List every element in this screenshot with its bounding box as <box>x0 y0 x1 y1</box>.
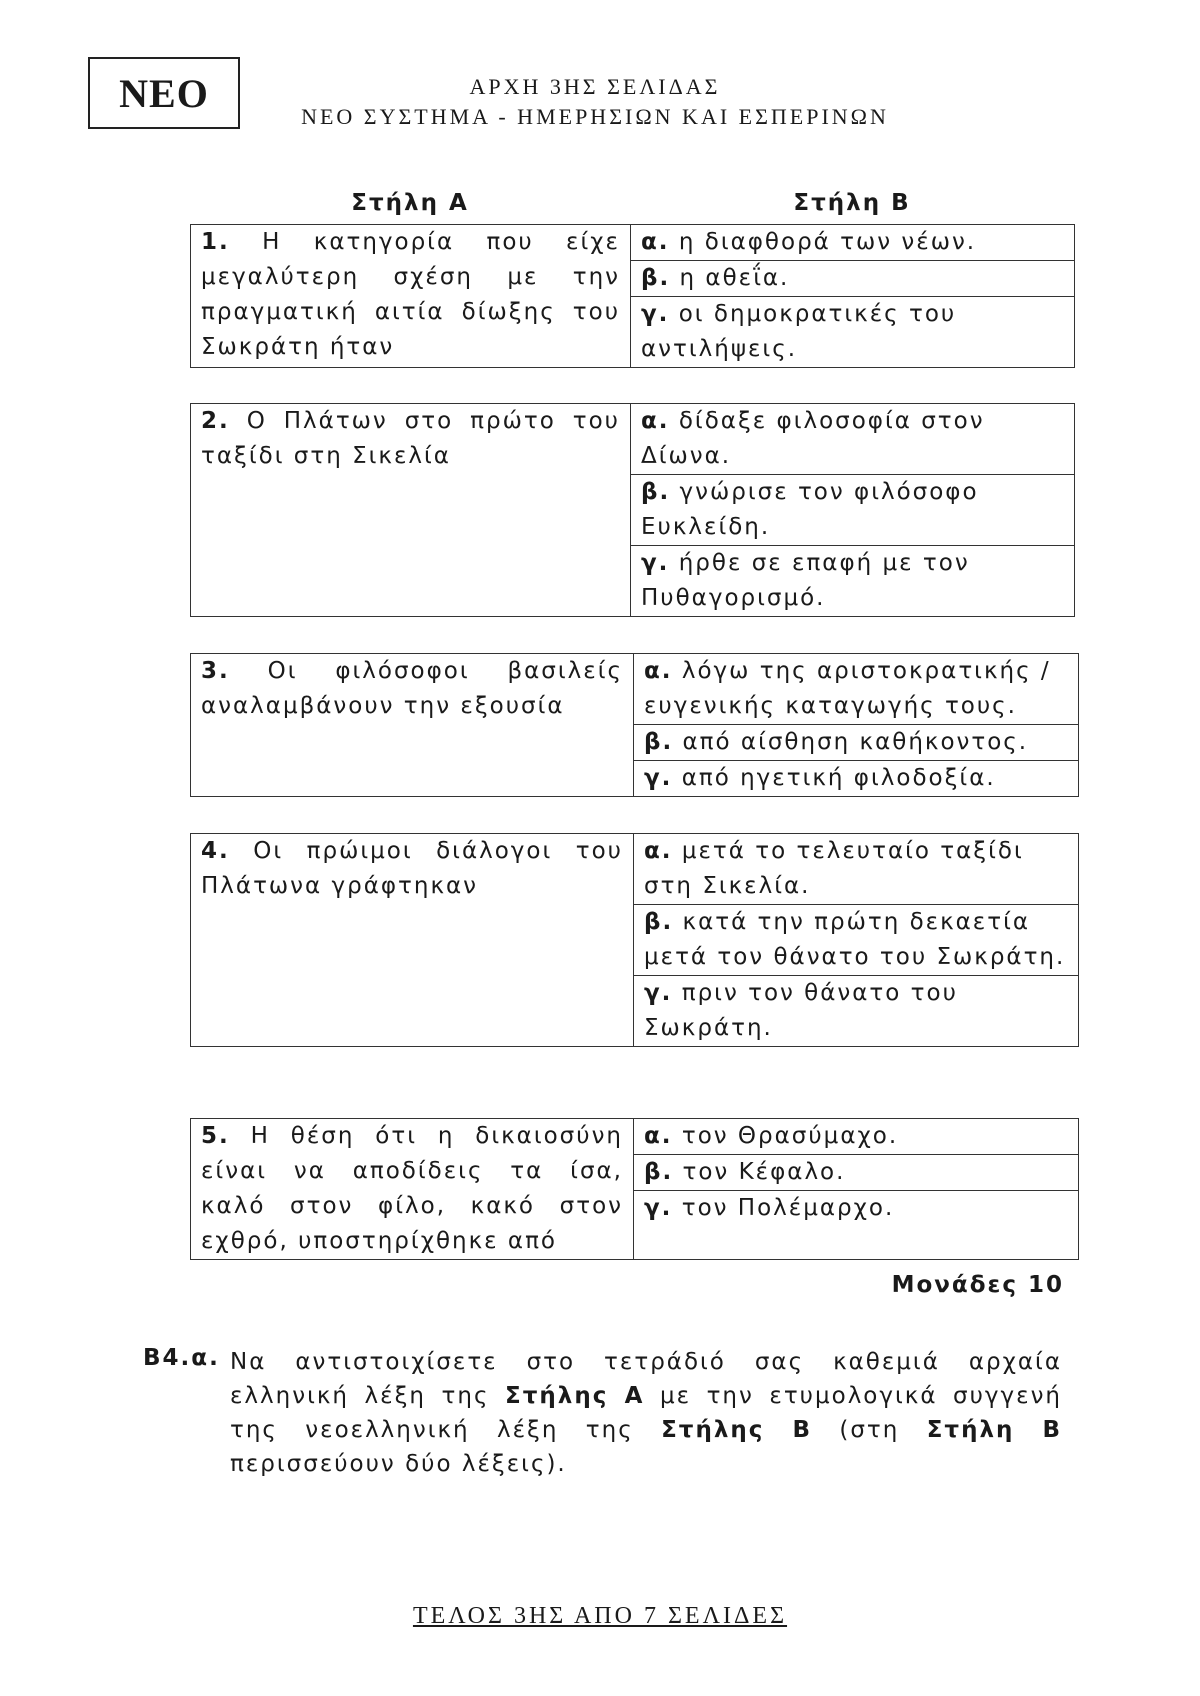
question-table-4 <box>190 833 1079 1047</box>
page-footer <box>0 1603 1200 1630</box>
question-text: Οι φιλόσοφοι βασιλείς αναλαμβάνουν την εξουσία <box>201 658 623 719</box>
option-text: λόγω της αριστοκρατικής / ευγενικής καταγωγής τους. <box>644 658 1051 719</box>
question-cell <box>191 225 631 368</box>
option-text: η διαφθορά των νέων. <box>678 229 977 255</box>
question-text: Ο Πλάτων στο πρώτο του ταξίδι στη Σικελία <box>201 408 620 469</box>
option-text: οι δημοκρατικές του αντιλήψεις. <box>641 301 957 362</box>
option-cell <box>634 1155 1079 1191</box>
option-letter: β. <box>641 265 671 291</box>
option-letter: γ. <box>644 765 673 791</box>
question-cell <box>191 834 634 1047</box>
option-text: από αίσθηση καθήκοντος. <box>682 729 1029 755</box>
option-letter: β. <box>641 479 671 505</box>
b4-bold-term: Στήλης Α <box>505 1383 645 1409</box>
question-table-1 <box>190 224 1075 368</box>
question-number: 4. <box>201 838 230 864</box>
question-text: Η θέση ότι η δικαιοσύνη είναι να αποδίδεις τα ίσα, καλό στον φίλο, κακό στον εχθρό, υποστηρίχθηκε από <box>201 1123 623 1254</box>
column-headers <box>190 190 1074 224</box>
option-text: δίδαξε φιλοσοφία στον Δίωνα. <box>641 408 985 469</box>
option-letter: γ. <box>641 550 670 576</box>
option-cell <box>631 225 1075 261</box>
option-text: ήρθε σε επαφή με τον Πυθαγορισμό. <box>641 550 970 611</box>
option-cell <box>631 297 1075 368</box>
page-header <box>270 72 920 132</box>
option-cell <box>631 546 1075 617</box>
option-cell <box>634 761 1079 797</box>
option-cell <box>631 261 1075 297</box>
question-text: Οι πρώιμοι διάλογοι του Πλάτωνα γράφτηκαν <box>201 838 623 899</box>
footer-text: ΤΕΛΟΣ 3ΗΣ ΑΠΟ 7 ΣΕΛΙΔΕΣ <box>412 1603 788 1629</box>
units-label: Μονάδες 10 <box>891 1272 1064 1298</box>
question-b4-text <box>230 1345 1062 1481</box>
question-text: Η κατηγορία που είχε μεγαλύτερη σχέση με την πραγματική αιτία δίωξης του Σωκράτη ήταν <box>201 229 620 360</box>
question-cell <box>191 1119 634 1260</box>
option-cell <box>631 475 1075 546</box>
option-cell <box>634 654 1079 725</box>
question-cell <box>191 654 634 797</box>
option-letter: β. <box>644 729 674 755</box>
header-line-2: ΝΕΟ ΣΥΣΤΗΜΑ - ΗΜΕΡΗΣΙΩΝ ΚΑΙ ΕΣΠΕΡΙΝΩΝ <box>301 104 889 129</box>
option-cell <box>634 1191 1079 1260</box>
option-letter: α. <box>644 838 673 864</box>
option-letter: α. <box>641 408 670 434</box>
question-table-2 <box>190 403 1075 617</box>
option-text: τον Κέφαλο. <box>682 1159 846 1185</box>
option-text: η αθεΐα. <box>679 265 790 291</box>
option-text: τον Πολέμαρχο. <box>681 1195 895 1221</box>
header-line-1: ΑΡΧΗ 3ΗΣ ΣΕΛΙΔΑΣ <box>469 74 721 99</box>
option-text: πριν τον θάνατο του Σωκράτη. <box>644 980 958 1041</box>
question-table-5 <box>190 1118 1079 1260</box>
option-text: γνώρισε τον φιλόσοφο Ευκλείδη. <box>641 479 979 540</box>
question-number: 2. <box>201 408 230 434</box>
column-a-header: Στήλη Α <box>351 190 469 216</box>
neo-badge: ΝΕΟ <box>88 57 240 129</box>
b4-text-part: με την ετυμολογικά συγγενή της νεοελληνική λέξη της <box>230 1383 1062 1443</box>
option-text: τον Θρασύμαχο. <box>681 1123 899 1149</box>
option-cell <box>634 725 1079 761</box>
column-b-header: Στήλη Β <box>793 190 911 216</box>
question-number: 3. <box>201 658 230 684</box>
option-letter: α. <box>644 658 673 684</box>
b4-bold-term: Στήλη Β <box>926 1417 1062 1443</box>
b4-text-part: Να αντιστοιχίσετε στο τετράδιό σας καθεμιά αρχαία ελληνική λέξη της <box>230 1349 1062 1409</box>
option-letter: γ. <box>644 1195 673 1221</box>
option-letter: α. <box>641 229 670 255</box>
question-number: 1. <box>201 229 230 255</box>
option-cell <box>631 404 1075 475</box>
option-text: από ηγετική φιλοδοξία. <box>681 765 996 791</box>
question-cell <box>191 404 631 617</box>
option-letter: γ. <box>641 301 670 327</box>
question-b4-label: Β4.α. <box>143 1345 220 1371</box>
option-text: κατά την πρώτη δεκαετία μετά τον θάνατο του Σωκράτη. <box>644 909 1066 970</box>
option-cell <box>634 834 1079 905</box>
question-table-3 <box>190 653 1079 797</box>
option-letter: α. <box>644 1123 673 1149</box>
question-number: 5. <box>201 1123 230 1149</box>
b4-text-part: (στη <box>812 1417 927 1443</box>
option-letter: β. <box>644 909 674 935</box>
b4-text-part: περισσεύουν δύο λέξεις). <box>230 1451 567 1477</box>
option-cell <box>634 976 1079 1047</box>
option-letter: β. <box>644 1159 674 1185</box>
b4-bold-term: Στήλης Β <box>661 1417 812 1443</box>
option-cell <box>634 1119 1079 1155</box>
option-text: μετά το τελευταίο ταξίδι στη Σικελία. <box>644 838 1024 899</box>
option-cell <box>634 905 1079 976</box>
option-letter: γ. <box>644 980 673 1006</box>
